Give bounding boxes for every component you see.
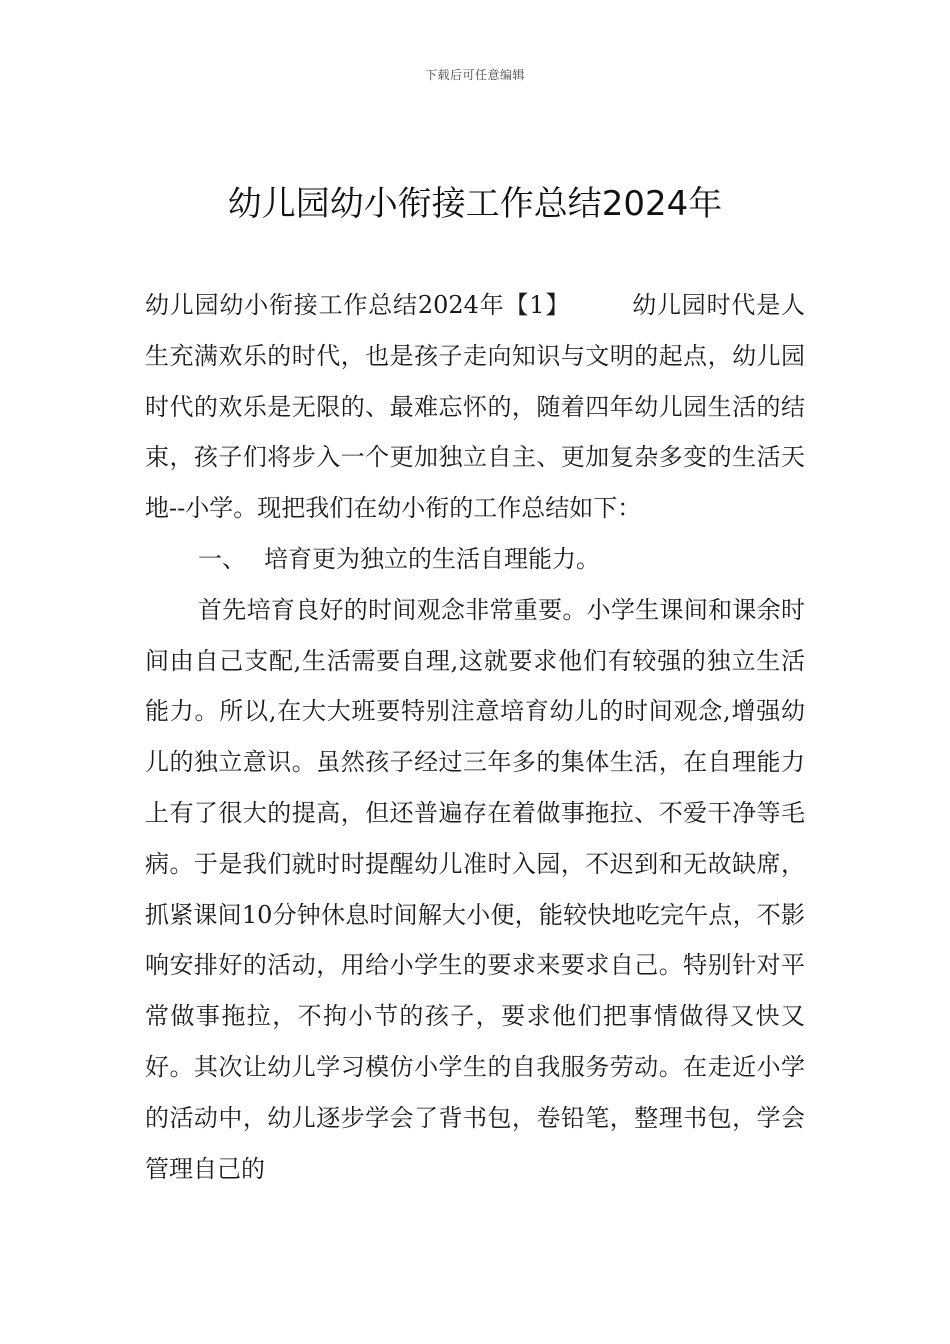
page-header-note: 下载后可任意编辑 (424, 68, 525, 82)
section-heading (145, 534, 805, 585)
intro-paragraph (145, 280, 805, 534)
intro-heading: 幼儿园幼小衔接工作总结2024年【1】 (145, 291, 571, 319)
section-number: 一、 (198, 544, 246, 573)
document-title: 幼儿园幼小衔接工作总结2024年 (227, 184, 723, 224)
body-paragraph: 首先培育良好的时间观念非常重要。小学生课间和课余时间由自己支配,生活需要自理,这就要求他们有较强的独立生活能力。所以,在大大班要特别注意培育幼儿的时间观念,增强幼儿的独立意识。虽然孩子经过三年多的集体生活，在自理能力上有了很大的提高，但还普遍存在着做事拖拉、不爱干净等毛病。于是我们就时时提醒幼儿准时入园，不迟到和无故缺席，抓紧课间10分钟休息时间解大小便，能较快地吃完午点，不影响安排好的活动，用给小学生的要求来要求自己。特别针对平常做事拖拉，不拘小节的孩子，要求他们把事情做得又快又好。其次让幼儿学习模仿小学生的自我服务劳动。在走近小学的活动中，幼儿逐步学会了背书包，卷铅笔，整理书包，学会管理自己的 (145, 595, 805, 1183)
document-body (145, 280, 805, 1194)
intro-text: 幼儿园时代是人生充满欢乐的时代，也是孩子走向知识与文明的起点，幼儿园时代的欢乐是无限的、最难忘怀的，随着四年幼儿园生活的结束，孩子们将步入一个更加独立自主、更加复杂多变的生活天地--小学。现把我们在幼小衔的工作总结如下： (145, 291, 805, 523)
section-heading-text: 培育更为独立的生活自理能力。 (264, 544, 600, 573)
